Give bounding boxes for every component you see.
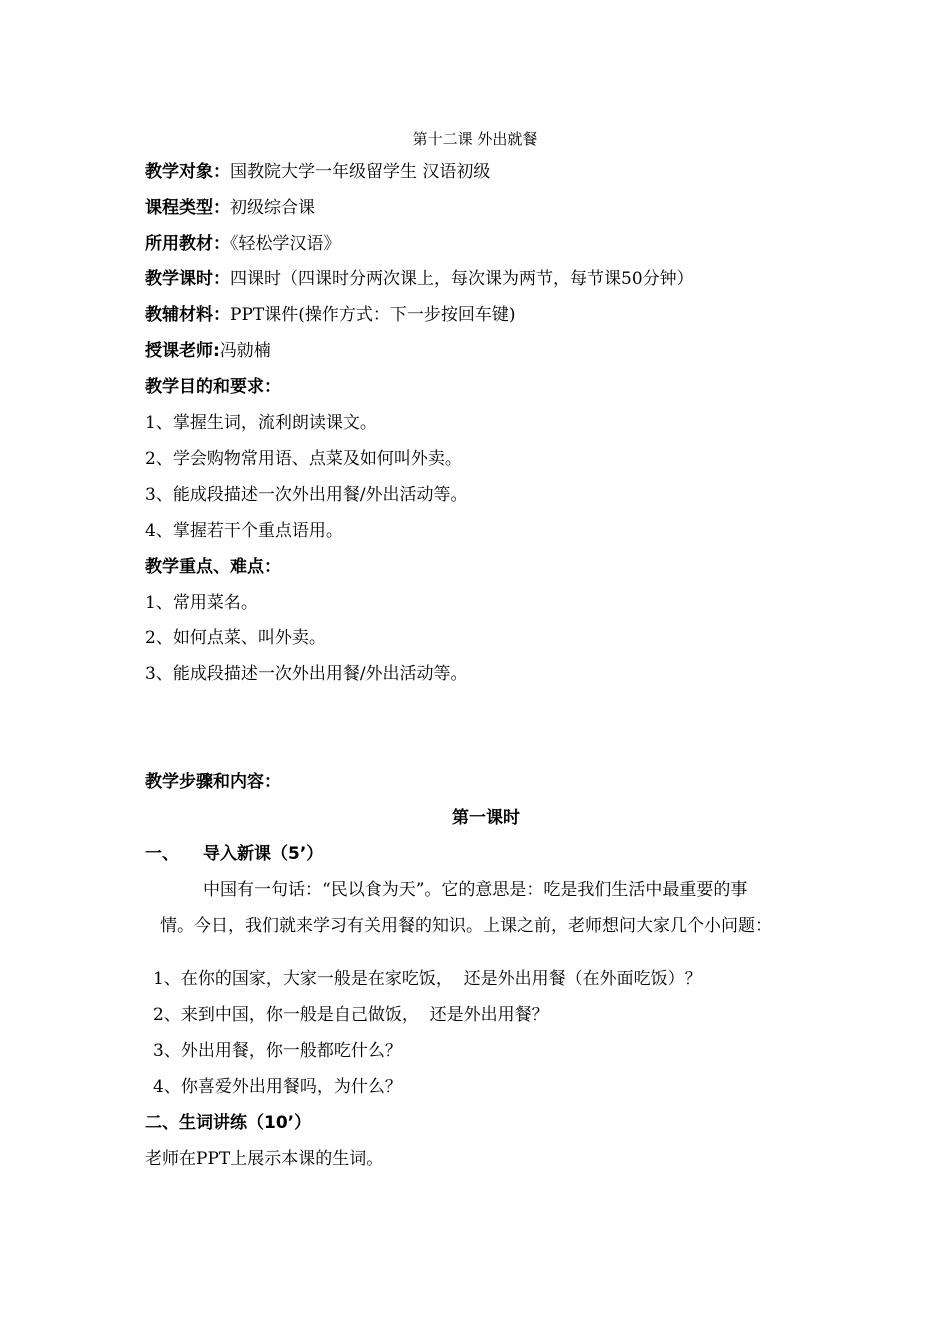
key-point-item: 3、能成段描述一次外出用餐/外出活动等。 <box>145 664 468 684</box>
meta-hours <box>145 267 694 291</box>
meta-course-type <box>145 196 315 220</box>
lesson-title: 第十二课 外出就餐 <box>412 130 538 148</box>
goal-item: 4、掌握若干个重点语用。 <box>145 521 343 541</box>
question-item: 4、你喜爱外出用餐吗，为什么？ <box>153 1077 402 1097</box>
meta-teacher <box>145 339 271 363</box>
meta-value: 四课时（四课时分两次课上，每次课为两节，每节课50分钟） <box>230 269 694 289</box>
meta-label: 所用教材： <box>145 234 230 254</box>
question-item: 2、来到中国，你一般是自己做饭， 还是外出用餐？ <box>153 1005 549 1025</box>
meta-label: 教辅材料： <box>145 305 230 325</box>
meta-value: PPT课件(操作方式：下一步按回车键) <box>230 305 516 325</box>
meta-value: 初级综合课 <box>230 198 315 218</box>
goal-item: 3、能成段描述一次外出用餐/外出活动等。 <box>145 485 468 505</box>
intro-paragraph-line: 中国有一句话：“民以食为天”。它的意思是：吃是我们生活中最重要的事 <box>203 880 748 900</box>
key-point-item: 1、常用菜名。 <box>145 593 258 613</box>
goals-heading: 教学目的和要求： <box>145 377 281 397</box>
meta-value: 冯勍楠 <box>219 341 271 361</box>
period-heading: 第一课时 <box>452 808 520 828</box>
section1-number: 一、 <box>145 844 179 864</box>
key-points-heading: 教学重点、难点： <box>145 557 281 577</box>
meta-audience <box>145 160 490 184</box>
meta-label: 教学对象： <box>145 162 230 182</box>
meta-value: 《轻松学汉语》 <box>230 234 341 254</box>
goal-item: 2、学会购物常用语、点菜及如何叫外卖。 <box>145 449 462 469</box>
key-point-item: 2、如何点菜、叫外卖。 <box>145 628 326 648</box>
meta-label: 授课老师: <box>145 341 220 361</box>
steps-heading: 教学步骤和内容： <box>145 772 281 792</box>
section1-title: 导入新课（5’） <box>203 844 324 864</box>
question-item: 3、外出用餐，你一般都吃什么？ <box>153 1041 402 1061</box>
meta-materials <box>145 303 515 327</box>
meta-value: 国教院大学一年级留学生 汉语初级 <box>230 162 491 182</box>
meta-label: 教学课时： <box>145 269 230 289</box>
section2-text: 老师在PPT上展示本课的生词。 <box>145 1149 384 1169</box>
intro-paragraph-line: 情。今日，我们就来学习有关用餐的知识。上课之前，老师想问大家几个小问题： <box>160 916 772 936</box>
meta-textbook <box>145 232 341 256</box>
goal-item: 1、掌握生词，流利朗读课文。 <box>145 413 377 433</box>
section2-title: 二、生词讲练（10’） <box>145 1113 312 1133</box>
meta-label: 课程类型： <box>145 198 230 218</box>
question-item: 1、在你的国家，大家一般是在家吃饭， 还是外出用餐（在外面吃饭）？ <box>153 969 702 989</box>
